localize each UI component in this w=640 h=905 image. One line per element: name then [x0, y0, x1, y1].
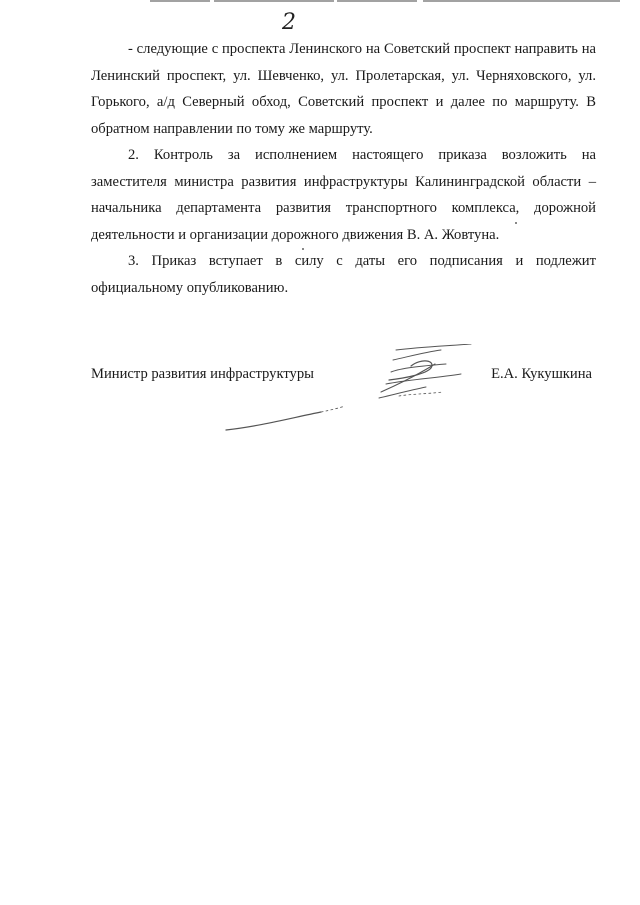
- paragraph-route: - следующие с проспекта Ленинского на Советский проспект направить на Ленинский проспект, ул. Шевченко, ул. Пролетарская, ул. Черняховского, ул. Горького, а/д Северный обход, Советский проспект и далее по маршруту. В обратном направлении по тому же маршруту.: [91, 41, 596, 137]
- paragraph-effective: 3. Приказ вступает в силу с даты его подписания и подлежит официальному опубликованию.: [91, 253, 596, 296]
- signer-title: Министр развития инфраструктуры: [91, 366, 314, 382]
- scan-speck: [515, 222, 517, 224]
- scan-speck: [302, 248, 304, 250]
- paragraph-control: 2. Контроль за исполнением настоящего приказа возложить на заместителя министра развития инфраструктуры Калининградской области – начальника департамента развития транспортного комплекса, дорожной деятельности и организации дорожного движения В. А. Жовтуна.: [91, 147, 596, 243]
- document-body: [91, 36, 596, 301]
- signer-name: Е.А. Кукушкина: [491, 366, 592, 382]
- handwritten-signature: [221, 344, 481, 454]
- scan-top-edge: [150, 0, 620, 3]
- page-number: 2: [282, 10, 296, 35]
- signature-block: [91, 366, 596, 466]
